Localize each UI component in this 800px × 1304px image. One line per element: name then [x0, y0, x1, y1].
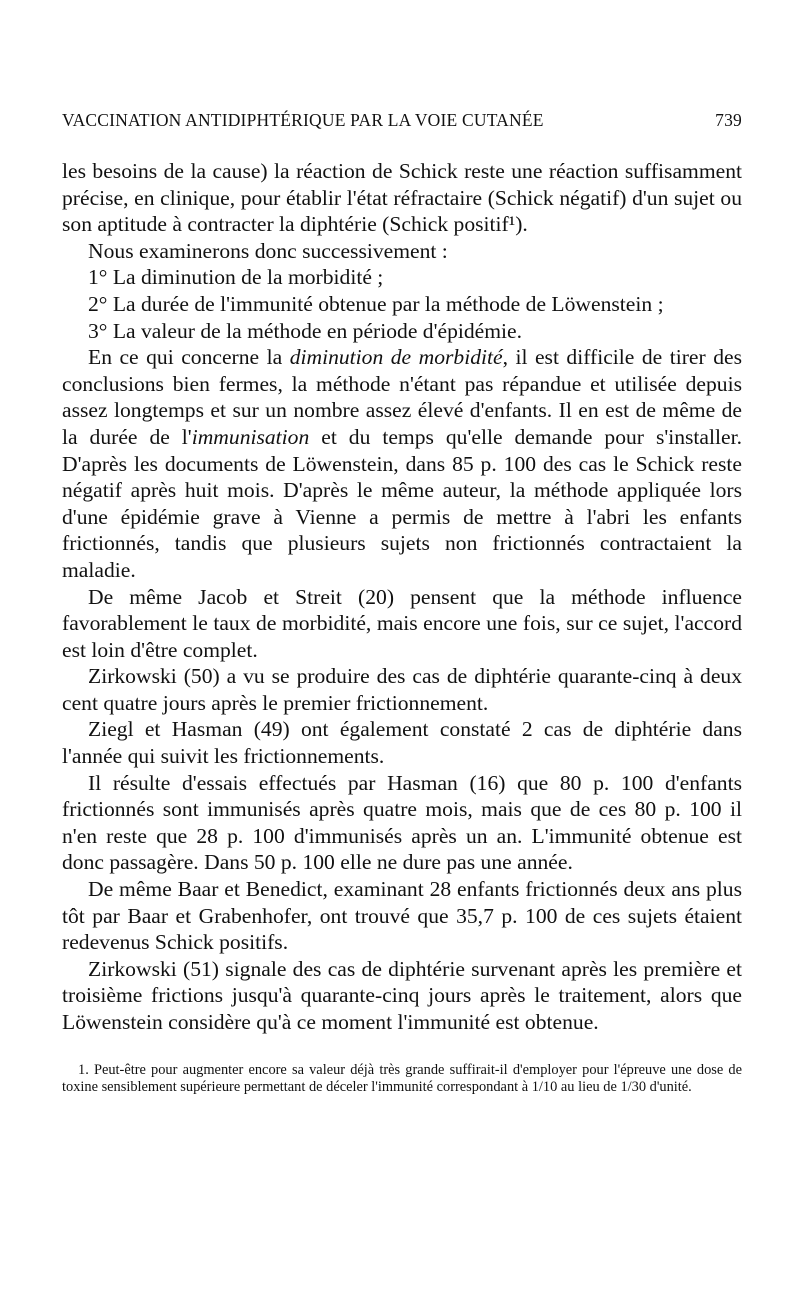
running-title: VACCINATION ANTIDIPHTÉRIQUE PAR LA VOIE CUTANÉE — [62, 110, 544, 130]
paragraph-zirkowski-51: Zirkowski (51) signale des cas de diphtérie survenant après les première et troisième frictions jusqu'à quarante-cinq jours après le traitement, alors que Löwenstein considère qu'à ce moment l'immunité est obtenue. — [62, 956, 742, 1034]
paragraph-zirkowski-50: Zirkowski (50) a vu se produire des cas de diphtérie quarante-cinq à deux cent quatre jours après le premier frictionnement. — [62, 664, 742, 715]
body-text — [62, 158, 742, 1036]
paragraph-ziegl-hasman: Ziegl et Hasman (49) ont également constaté 2 cas de diphtérie dans l'année qui suivit les frictionnements. — [62, 717, 742, 769]
footnote-text: 1. Peut-être pour augmenter encore sa valeur déjà très grande suffirait-il d'employer pour l'épreuve une dose de toxine sensiblement supérieure permettant de déceler l'immunité correspondant à 1/10 au lieu de 1/30 d'unité. — [62, 1061, 742, 1096]
page-number: 739 — [715, 110, 742, 130]
footnote — [62, 1062, 742, 1097]
document-page — [62, 110, 742, 1097]
running-header — [62, 110, 742, 146]
paragraph-intro-list: Nous examinerons donc successivement : — [88, 238, 448, 263]
italic-term-immunisation: immunisation — [191, 424, 310, 449]
list-item-immunity-duration: 2° La durée de l'immunité obtenue par la méthode de Löwenstein ; — [88, 291, 664, 316]
text-run: En ce qui concerne la — [88, 345, 290, 370]
paragraph-continuation: les besoins de la cause) la réaction de Schick reste une réaction suffisamment précise, en clinique, pour établir l'état réfractaire (Schick négatif) d'un sujet ou son aptitude à contracter la diphtérie (Schick positif¹). — [62, 159, 742, 237]
text-run: et du temps qu'elle demande pour s'installer. D'après les documents de Löwenstein, dans 85 p. 100 des cas le Schick reste négatif après huit mois. D'après le même auteur, la méthode appliquée lors d'une épidémie grave à Vienne a permis de mettre à l'abri les enfants frictionnés, tandis que plusieurs sujets non frictionnés contractaient la maladie. — [62, 424, 742, 582]
paragraph-baar-benedict: De même Baar et Benedict, examinant 28 enfants frictionnés deux ans plus tôt par Baar et Grabenhofer, ont trouvé que 35,7 p. 100 de ces sujets étaient redevenus Schick positifs. — [62, 877, 742, 955]
text-run: , il est difficile de tirer des conclusions bien fermes, la méthode n'étant pas répandue et utilisée depuis assez longtemps et sur un nombre assez élevé d'enfants. Il en est de même de la durée de l' — [62, 345, 742, 449]
paragraph-morbidity — [62, 344, 742, 583]
paragraph-hasman: Il résulte d'essais effectués par Hasman (16) que 80 p. 100 d'enfants frictionnés sont immunisés après quatre mois, mais que de ces 80 p. 100 il n'en reste que 28 p. 100 d'immunisés après un an. L'immunité obtenue est donc passagère. Dans 50 p. 100 elle ne dure pas une année. — [62, 770, 742, 875]
list-item-epidemic-value: 3° La valeur de la méthode en période d'épidémie. — [88, 318, 523, 343]
italic-term-morbidity: diminution de morbidité — [289, 345, 503, 370]
paragraph-jacob-streit: De même Jacob et Streit (20) pensent que la méthode influence favorablement le taux de morbidité, mais encore une fois, sur ce sujet, l'accord est loin d'être complet. — [62, 584, 742, 662]
list-item-morbidity: 1° La diminution de la morbidité ; — [88, 265, 384, 290]
